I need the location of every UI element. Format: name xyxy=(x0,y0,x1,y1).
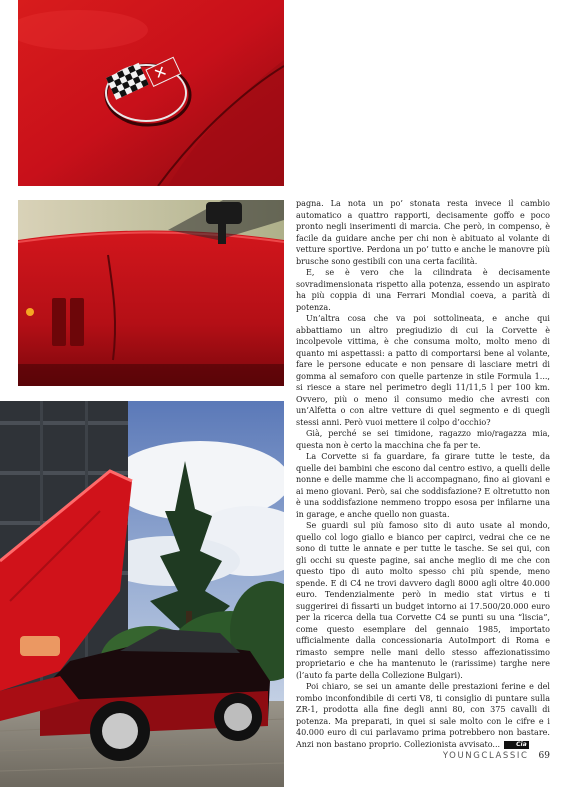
corvette-side-vents-photo xyxy=(18,200,284,386)
article-paragraph-last xyxy=(296,681,550,750)
article-body xyxy=(296,198,550,750)
side-vents-image xyxy=(18,200,284,386)
article-paragraph: Se guardi sul più famoso sito di auto usate al mondo, quello col logo giallo e bianco per capirci, vedrai che ce ne sono di tutte le annate e per tutte le tasche. Se sei qui, con gli occhi su queste pagine, sai anche meglio di me che con questo tipo di auto molto spesso chi più spende, meno spende. E di C4 ne trovi davvero dagli 8000 agli oltre 40.000 euro. Tendenzialmente però in medio stat virtus e ti suggerirei di fissarti un budget intorno ai 17.500/20.000 euro per la ricerca della tua Corvette C4 se punti su una “liscia”, come questo esemplare del gennaio 1985, importato ufficialmente dalla concessionaria AutoImport di Roma e rimasto sempre nelle mani dello stesso affezionatissimo proprietario e che ha mantenuto le (rarissime) targhe nere (l’auto fa parte della Collezione Bulgari). xyxy=(296,521,550,680)
article-paragraph: Un’altra cosa che va poi sottolineata, e anche qui abbattiamo un altro pregiudizio di cui la Corvette è incolpevole vittima, è che consuma molto, molto meno di quanto mi aspettassi: a patto di comportarsi bene al volante, fare le persone educate e non pensare di lasciare metri di gomma al semaforo con quelle partenze in stile Formula 1..., si riesce a stare nel perimetro degli 11/11,5 l per 100 km. Ovvero, più o meno il consumo medio che avresti con un’Alfetta o con altre vetture di quel segmento e di quegli stessi anni. Però vuoi mettere il colpo d’occhio? xyxy=(296,314,550,427)
emblem-image xyxy=(18,0,284,186)
article-paragraph: La Corvette si fa guardare, fa girare tutte le teste, da quelle dei bambini che escono dal centro estivo, a quelli delle nonne e delle mamme che li accompagnano, fino ai giovani e ai meno giovani. Però, sai che soddisfazione? E oltretutto non è una soddisfazione nemmeno troppo esosa per infilarne una in garage, e anche quello non guasta. xyxy=(296,452,550,519)
page-number: 69 xyxy=(538,751,550,761)
corvette-emblem-photo xyxy=(18,0,284,186)
end-mark: Cia xyxy=(504,741,529,749)
article-paragraph: Già, perché se sei timidone, ragazzo mio/ragazza mia, questa non è certo la macchina che fa per te. xyxy=(296,429,550,450)
hood-open-image xyxy=(0,401,284,787)
corvette-hood-open-photo xyxy=(0,401,284,787)
article-paragraph: E, se è vero che la cilindrata è decisamente sovradimensionata rispetto alla potenza, essendo un aspirato ha più coppia di una Ferrari Mondial coeva, a parità di potenza. xyxy=(296,268,550,312)
article-paragraph: pagna. La nota un po’ stonata resta invece il cambio automatico a quattro rapporti, decisamente goffo e poco pronto negli inserimenti di marcia. Che però, in compenso, è facile da guidare anche per chi non è abituato al volante di vetture sportive. Perdona un po’ tutto e anche le manovre più brusche sono gestibili con una certa facilità. xyxy=(296,199,550,266)
magazine-brand: YOUNGCLASSIC xyxy=(442,751,529,761)
article-paragraph-text: Poi chiaro, se sei un amante delle prestazioni ferine e del rombo inconfondibile di certi V8, ti consiglio di puntare sulla ZR-1, prodotta alla fine degli anni 80, con 375 cavalli di potenza. Ma preparati, in quei si sale molto con le cifre e i 40.000 euro di cui parlavamo prima potrebbero non bastare. Anzi non bastano proprio. Collezionista avvisato... xyxy=(296,682,550,749)
page-footer xyxy=(443,751,550,761)
